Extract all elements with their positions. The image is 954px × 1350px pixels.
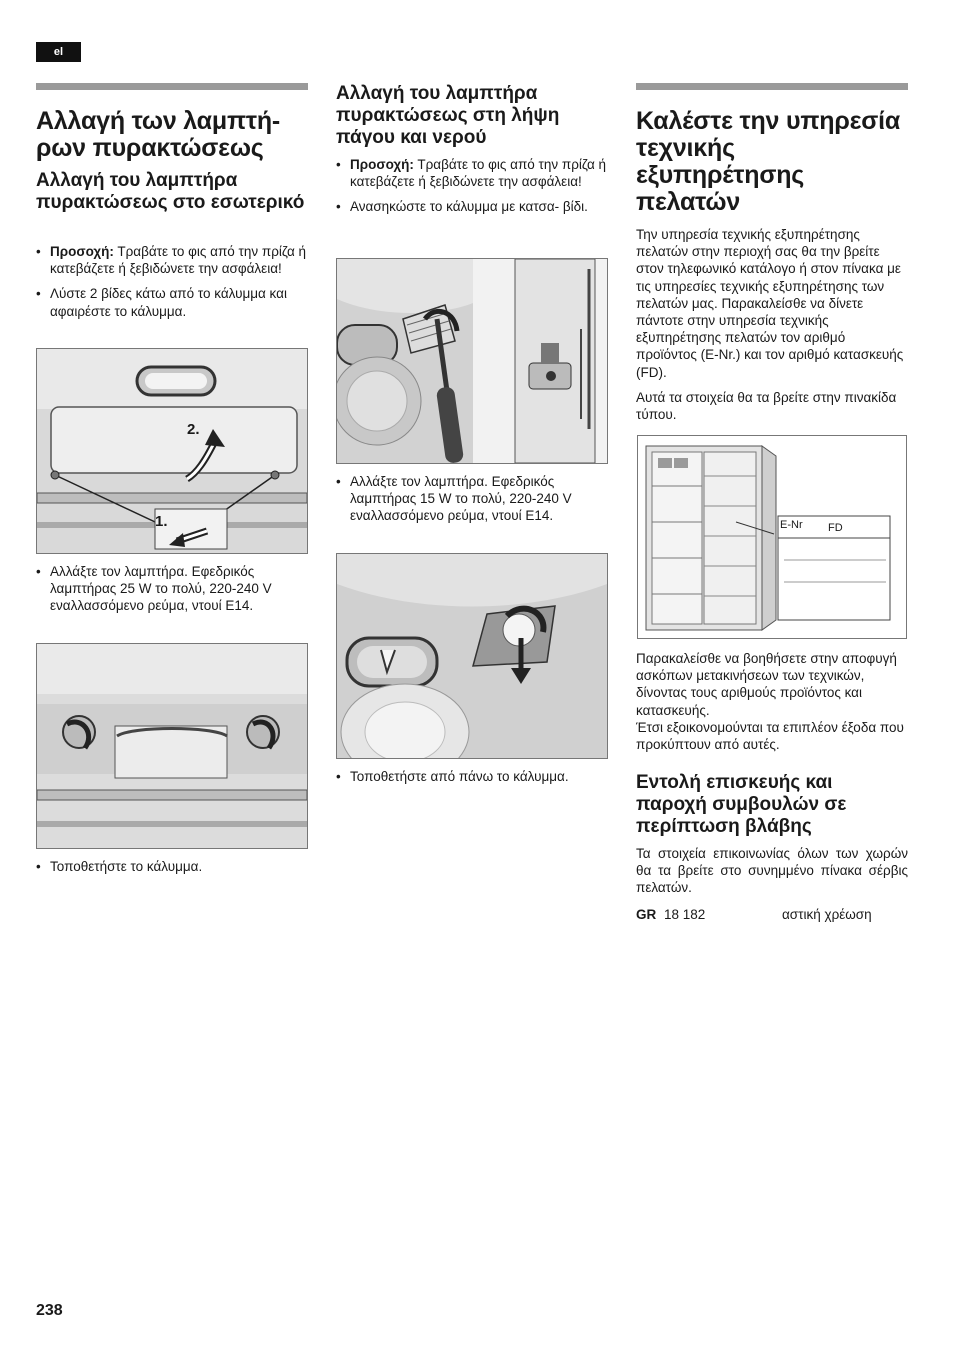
service-para-4: Έτσι εξοικονομούνται τα επιπλέον έξοδα που προκύπτουν από αυτές. [636, 720, 904, 753]
column-rule [36, 83, 308, 90]
repair-subtitle: Εντολή επισκευής και παροχή συμβουλών σε περίπτωση βλάβης [636, 772, 847, 837]
figure-cover-removal [36, 348, 308, 554]
figure-label-1: 1. [155, 513, 168, 530]
warning-text: Τραβάτε το φις από την πρίζα ή κατεβάζετε ή ξεβιδώνετε την ασφάλεια! [50, 244, 307, 277]
plate-fd-label: FD [828, 522, 843, 534]
step-warning [36, 243, 308, 277]
service-para-5: Τα στοιχεία επικοινωνίας όλων των χωρών θα τα βρείτε στο συνημμένο πίνακα σέρβις πελατών. [636, 846, 908, 896]
figure-bulb-change [36, 643, 308, 849]
column-rule-service [636, 83, 908, 90]
figure-screwdriver [336, 258, 608, 464]
page-number: 238 [36, 1302, 63, 1319]
dispenser-step-list-b [336, 473, 608, 525]
step-change-bulb: • Αλλάξτε τον λαμπτήρα. Εφεδρικός λαμπτήρας 25 W το πολύ, 220-240 V εναλλασσόμενο ρεύμα, ντουί E14. [36, 563, 308, 615]
step-list-b [36, 563, 308, 615]
service-title: Καλέστε την υπηρεσία τεχνικής εξυπηρέτησης πελατών [636, 107, 901, 216]
service-para-2: Αυτά τα στοιχεία θα τα βρείτε στην πινακίδα τύπου. [636, 390, 897, 423]
figure-dispenser-bulb [336, 553, 608, 759]
plate-enr-label: E-Nr [780, 519, 803, 531]
step-refit-cover: • Τοποθετήστε το κάλυμμα. [36, 858, 308, 875]
dispenser-step-warning [336, 156, 608, 190]
country-code: GR [636, 907, 657, 922]
service-para-1: Την υπηρεσία τεχνικής εξυπηρέτησης πελατών στην περιοχή σας θα την βρείτε στον τηλεφωνικό κατάλογο ή στον πίνακα με τις υπηρεσίες τεχνικής εξυπηρέτησης των πελατών μας. Παρακαλείσθε να δίνετε πάντοτε στην υπηρεσία τεχνικής εξυπηρέτησης πελατών τον αριθμό προϊόντος (E-Nr.) και τον αριθμό κατασκευής (FD). [636, 227, 904, 380]
dispenser-step-lift-cover: • Ανασηκώστε το κάλυμμα με κατσα- βίδι. [336, 198, 608, 215]
dispenser-step-refit-cover: • Τοποθετήστε από πάνω το κάλυμμα. [336, 768, 608, 785]
dispenser-step-list-a [336, 156, 608, 216]
step-list-c [36, 858, 308, 875]
section-title: Αλλαγή των λαμπτή- ρων πυρακτώσεως [36, 107, 281, 162]
section-subtitle-dispenser: Αλλαγή του λαμπτήρα πυρακτώσεως στη λήψη πάγου και νερού [336, 83, 560, 148]
service-phone: 18 182 [664, 907, 706, 922]
step-remove-screws: • Λύστε 2 βίδες κάτω από το κάλυμμα και αφαιρέστε το κάλυμμα. [36, 285, 308, 319]
step-list-a [36, 243, 308, 320]
section-subtitle: Αλλαγή του λαμπτήρα πυρακτώσεως στο εσωτερικό [36, 170, 305, 213]
figure-rating-plate [637, 435, 907, 639]
service-contact-row [636, 906, 908, 923]
dispenser-warning-text: Τραβάτε το φις από την πρίζα ή κατεβάζετε ή ξεβιδώνετε την ασφάλεια! [350, 157, 607, 190]
dispenser-step-change-bulb: • Αλλάξτε τον λαμπτήρα. Εφεδρικός λαμπτήρας 15 W το πολύ, 220-240 V εναλλασσόμενο ρεύμα, ντουί E14. [336, 473, 608, 525]
dispenser-warning-label: Προσοχή: [350, 157, 414, 172]
service-charge: αστική χρέωση [782, 907, 872, 922]
service-para-3: Παρακαλείσθε να βοηθήσετε στην αποφυγή ασκόπων μετακινήσεων των τεχνικών, δίνοντας τους αριθμούς προϊόντος και κατασκευής. [636, 651, 897, 718]
dispenser-step-list-c [336, 768, 608, 785]
warning-label: Προσοχή: [50, 244, 114, 259]
language-tag: el [36, 42, 81, 62]
figure-label-2: 2. [187, 421, 200, 438]
